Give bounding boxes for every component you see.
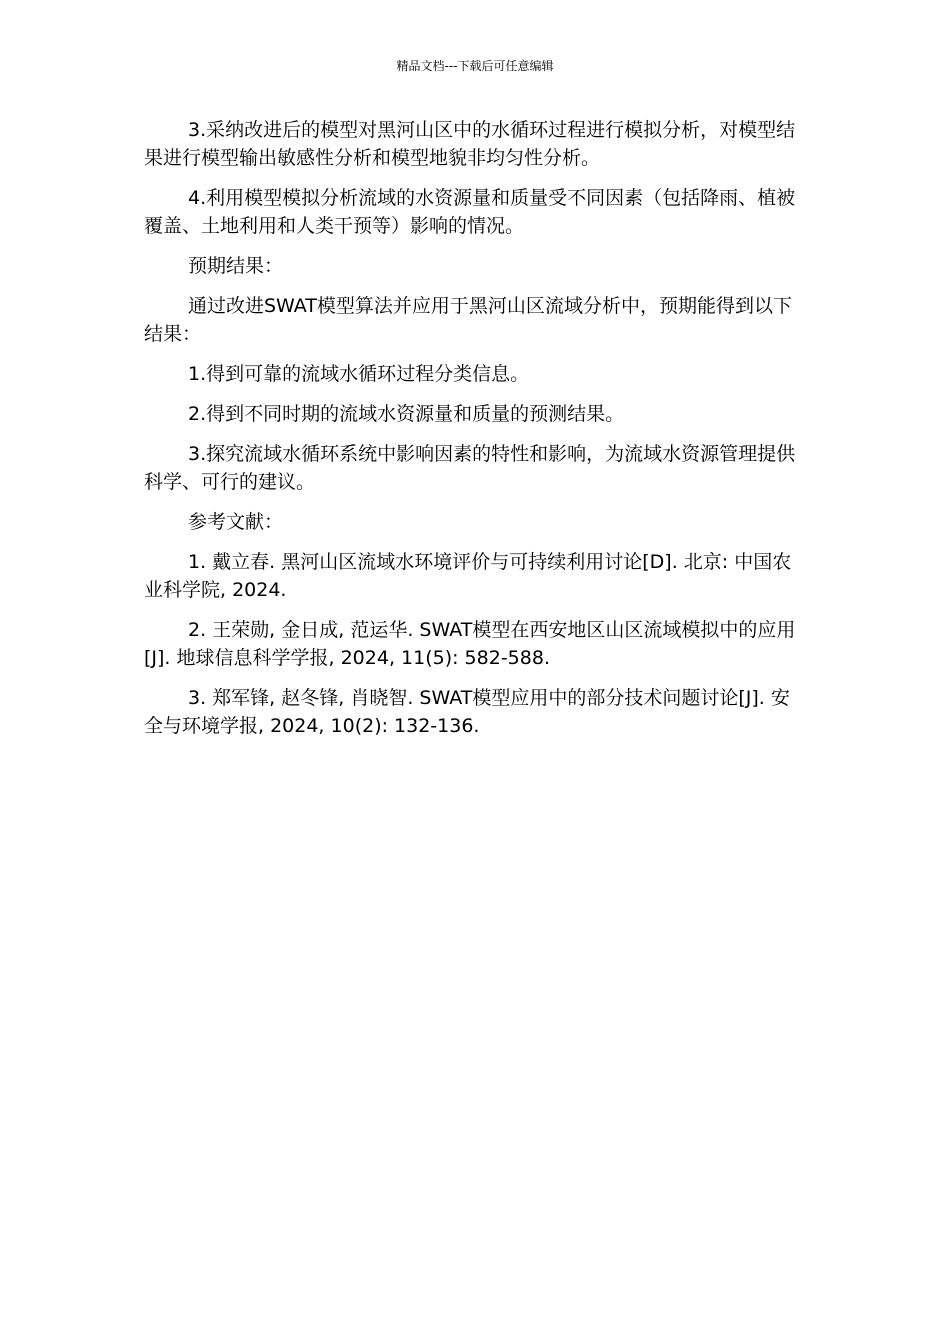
section-heading-expected-results: 预期结果：: [188, 255, 284, 277]
section-heading-references: 参考文献：: [188, 511, 284, 533]
reference-item-1: 1. 戴立春. 黑河山区流域水环境评价与可持续利用讨论[D]. 北京: 中国农业科学院, 2024.: [144, 551, 792, 601]
page-header: 精品文档---下载后可任意编辑: [396, 59, 554, 73]
reference-item-3: 3. 郑军锋, 赵冬锋, 肖晓智. SWAT模型应用中的部分技术问题讨论[J]. 安全与环境学报, 2024, 10(2): 132-136.: [144, 687, 790, 737]
document-body: [144, 116, 808, 752]
reference-item-2: 2. 王荣勋, 金日成, 范运华. SWAT模型在西安地区山区流域模拟中的应用[J]. 地球信息科学学报, 2024, 11(5): 582-588.: [144, 619, 796, 669]
list-item-method-4: 4.利用模型模拟分析流域的水资源量和质量受不同因素（包括降雨、植被覆盖、土地利用和人类干预等）影响的情况。: [144, 187, 796, 237]
list-item-result-3: 3.探究流域水循环系统中影响因素的特性和影响，为流域水资源管理提供科学、可行的建议。: [144, 443, 796, 493]
list-item-result-1: 1.得到可靠的流域水循环过程分类信息。: [188, 363, 530, 385]
list-item-result-2: 2.得到不同时期的流域水资源量和质量的预测结果。: [188, 403, 625, 425]
expected-results-intro: 通过改进SWAT模型算法并应用于黑河山区流域分析中，预期能得到以下结果：: [144, 295, 792, 345]
list-item-method-3: 3.采纳改进后的模型对黑河山区中的水循环过程进行模拟分析，对模型结果进行模型输出敏感性分析和模型地貌非均匀性分析。: [144, 119, 796, 169]
